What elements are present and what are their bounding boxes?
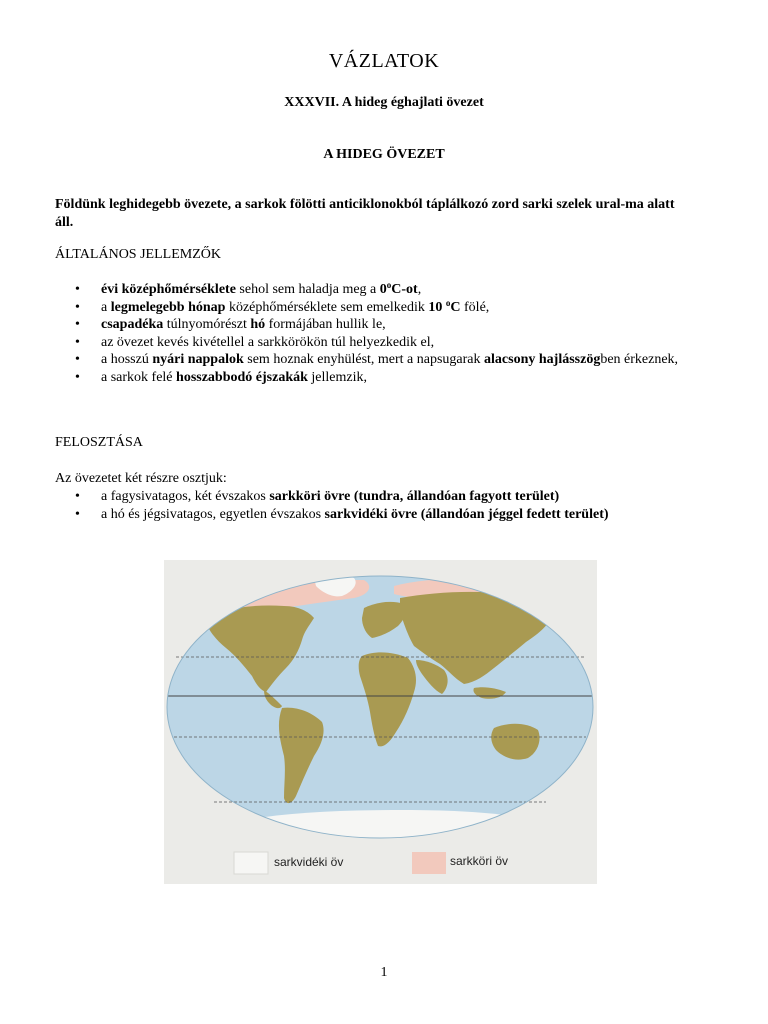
list-item (55, 488, 705, 506)
text: az övezet kevés kivétellel a sarkkörökön túl helyezkedik el, (101, 334, 435, 350)
text: jellemzik, (307, 369, 367, 385)
text: a sarkok felé (101, 369, 177, 385)
bullet-icon: • (75, 352, 80, 368)
legend-swatch-subpolar (412, 852, 446, 874)
text: sehol sem haladja meg a (235, 282, 380, 297)
intro-paragraph: Földünk leghidegebb övezete, a sarkok fölötti anticiklonokból táplálkozó zord sarki szelek ural-ma alatt áll. (55, 197, 675, 230)
text: , (417, 282, 422, 297)
page-title: VÁZLATOK (328, 50, 440, 72)
bold-text: évi középhőmérséklete (101, 282, 236, 297)
bullet-icon: • (75, 506, 80, 522)
division-heading: FELOSZTÁSA (55, 435, 143, 450)
bold-text: hó (250, 317, 266, 333)
bold-text: nyári nappalok (152, 352, 244, 368)
division-list (55, 488, 705, 523)
text: túlnyomórészt (163, 317, 251, 333)
list-item (55, 316, 705, 334)
text: a fagysivatagos, két évszakos (101, 489, 270, 504)
characteristics-list (55, 281, 705, 387)
page-number: 1 (380, 965, 388, 980)
text: a hosszú (101, 352, 153, 368)
bullet-icon: • (75, 299, 80, 315)
world-map (164, 560, 597, 884)
bullet-icon: • (75, 369, 80, 385)
list-item (55, 334, 705, 352)
text: a hó és jégsivatagos, egyetlen évszakos (101, 506, 325, 522)
bold-text: csapadéka (101, 317, 164, 333)
bold-text: sarkvidéki övre (állandóan jéggel fedett terület) (324, 506, 609, 522)
text: fölé, (460, 299, 490, 315)
division-intro: Az övezetet két részre osztjuk: (55, 471, 227, 486)
list-item (55, 299, 705, 317)
section-title: A HIDEG ÖVEZET (323, 147, 445, 162)
bold-text: sarkköri övre (tundra, állandóan fagyott terület) (269, 489, 560, 504)
bold-text: hosszabbodó éjszakák (176, 369, 308, 385)
legend-swatch-polar (234, 852, 268, 874)
list-item (55, 351, 705, 369)
text: a (101, 299, 111, 315)
bold-text: legmelegebb hónap (110, 299, 226, 315)
list-item (55, 506, 705, 524)
bullet-icon: • (75, 317, 80, 333)
text: ben érkeznek, (600, 352, 679, 368)
text: sem hoznak enyhülést, mert a napsugarak (243, 352, 485, 368)
list-item (55, 369, 705, 387)
text: formájában hullik le, (265, 317, 386, 333)
bold-text: 10 $^o$C (428, 297, 461, 315)
list-item (55, 281, 705, 299)
bullet-icon: • (75, 489, 80, 504)
chapter-title: XXXVII. A hideg éghajlati övezet (284, 95, 484, 110)
bullet-icon: • (75, 282, 80, 297)
legend-label-polar: sarkvidéki öv (274, 855, 344, 869)
bullet-icon: • (75, 334, 80, 350)
text: középhőmérséklete sem emelkedik (225, 299, 429, 315)
world-map-figure (164, 560, 597, 884)
legend-label-subpolar: sarkköri öv (450, 854, 509, 868)
bold-text: alacsony hajlásszög (484, 352, 601, 368)
bold-text: 0$^o$C-ot (379, 280, 418, 297)
characteristics-heading: ÁLTALÁNOS JELLEMZŐK (55, 247, 221, 262)
